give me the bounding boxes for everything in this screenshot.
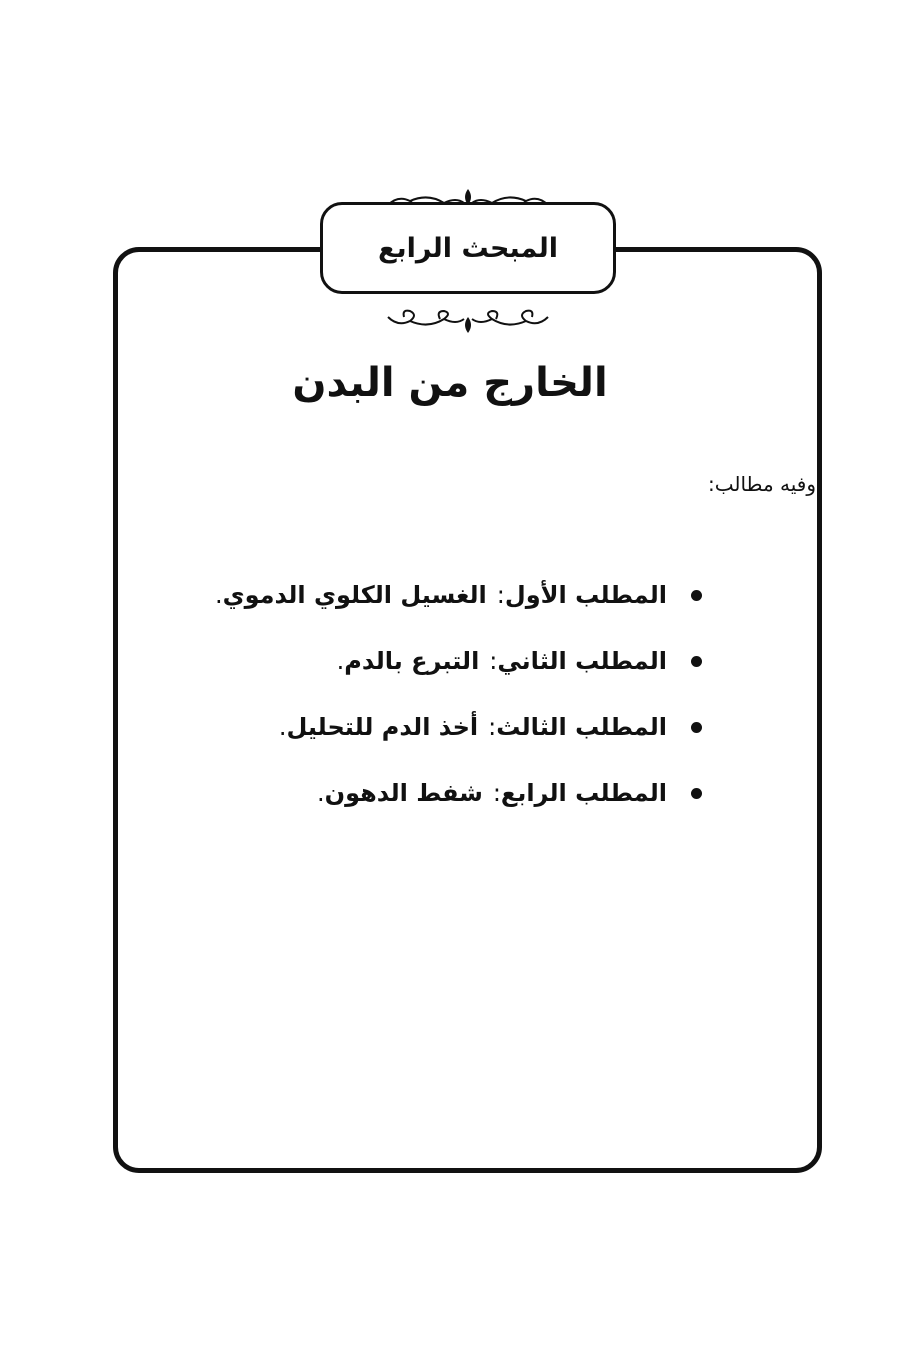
intro-text: وفيه مطالب: (707, 472, 816, 496)
topic-separator: : (488, 713, 497, 741)
list-item (182, 628, 702, 694)
topic-separator: : (492, 779, 501, 807)
bullet-dot-icon (691, 722, 702, 733)
topic-text: الغسيل الكلوي الدموي (222, 581, 487, 609)
topic-label: المطلب الثالث (496, 713, 667, 741)
scroll-flourish-icon (318, 299, 618, 339)
list-item (182, 760, 702, 826)
topic-text: شفط الدهون (324, 779, 483, 807)
topic-end: . (316, 779, 325, 807)
topic-text: التبرع بالدم (344, 647, 480, 675)
topic-list (182, 562, 702, 826)
topic-end: . (336, 647, 345, 675)
chapter-title: الخارج من البدن (292, 360, 608, 406)
topic-label: المطلب الرابع (500, 779, 667, 807)
section-label: المبحث الرابع (378, 232, 558, 264)
section-label-box (320, 202, 616, 294)
topic-end: . (214, 581, 223, 609)
list-item (182, 562, 702, 628)
list-item (182, 694, 702, 760)
topic-end: . (278, 713, 287, 741)
bullet-dot-icon (691, 656, 702, 667)
topic-label: المطلب الثاني (497, 647, 667, 675)
bullet-dot-icon (691, 788, 702, 799)
bullet-dot-icon (691, 590, 702, 601)
topic-separator: : (489, 647, 498, 675)
section-cartouche (318, 183, 618, 333)
topic-separator: : (496, 581, 505, 609)
topic-label: المطلب الأول (504, 581, 667, 609)
topic-text: أخذ الدم للتحليل (286, 713, 479, 741)
